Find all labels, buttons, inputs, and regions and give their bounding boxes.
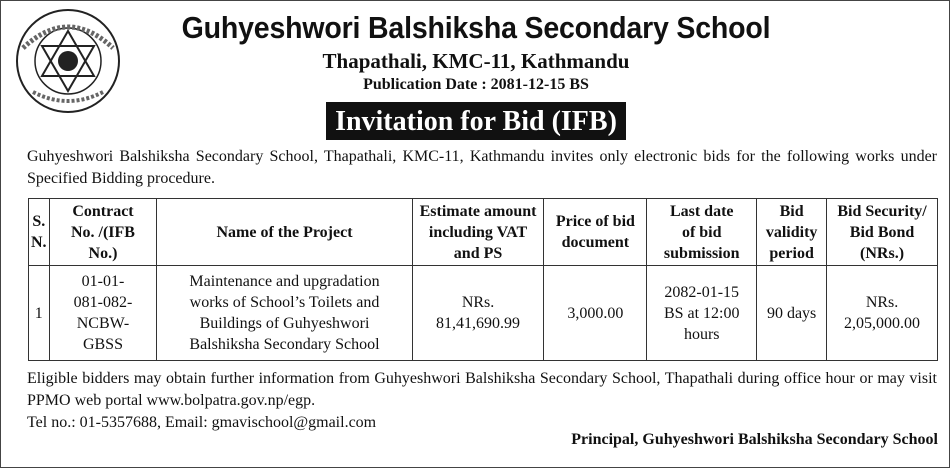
- header-project-name: Name of the Project: [157, 199, 412, 266]
- school-address: Thapathali, KMC-11, Kathmandu: [322, 49, 630, 73]
- header-last-date: Last date of bid submission: [647, 199, 757, 266]
- contact-info: Tel no.: 01-5357688, Email: gmavischool@gmail.com: [27, 414, 377, 431]
- table-row: [29, 266, 938, 361]
- cell-validity: 90 days: [757, 266, 827, 361]
- cell-price: 3,000.00: [544, 266, 647, 361]
- publication-date: Publication Date : 2081-12-15 BS: [363, 76, 589, 93]
- table-header-row: [29, 199, 938, 266]
- header-validity: Bid validity period: [757, 199, 827, 266]
- cell-last-date: 2082-01-15 BS at 12:00 hours: [647, 266, 757, 361]
- header-security: Bid Security/ Bid Bond (NRs.): [827, 199, 938, 266]
- cell-contract-no: 01-01- 081-082- NCBW- GBSS: [49, 266, 157, 361]
- header-sn: S. N.: [29, 199, 50, 266]
- cell-sn: 1: [29, 266, 50, 361]
- signature-line: Principal, Guhyeshwori Balshiksha Secondary School: [571, 431, 938, 448]
- notice-title-wrap: [0, 102, 952, 140]
- cell-project-name: Maintenance and upgradation works of School’s Toilets and Buildings of Guhyeshwori Balshiksha Secondary School: [157, 266, 412, 361]
- bid-table: [28, 198, 938, 361]
- cell-estimate: NRs. 81,41,690.99: [412, 266, 544, 361]
- school-name: Guhyeshwori Balshiksha Secondary School: [181, 10, 771, 45]
- header-contract-no: Contract No. /(IFB No.): [49, 199, 157, 266]
- intro-paragraph: Guhyeshwori Balshiksha Secondary School, Thapathali, KMC-11, Kathmandu invites only electronic bids for the following works under Specified Bidding procedure.: [27, 148, 937, 187]
- header-estimate: Estimate amount including VAT and PS: [412, 199, 544, 266]
- further-info-paragraph: Eligible bidders may obtain further information from Guhyeshwori Balshiksha Secondary School, Thapathali during office hour or may visit PPMO web portal www.bolpatra.gov.np/egp.: [27, 370, 937, 409]
- cell-security: NRs. 2,05,000.00: [827, 266, 938, 361]
- header-price: Price of bid document: [544, 199, 647, 266]
- notice-title: Invitation for Bid (IFB): [326, 102, 626, 140]
